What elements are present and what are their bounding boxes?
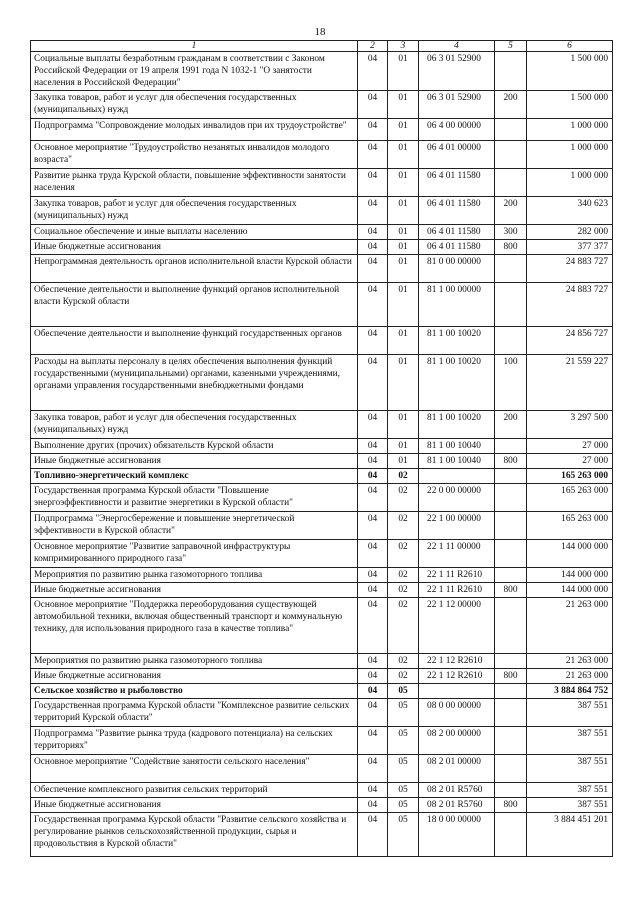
row-amount: 387 551: [527, 755, 613, 783]
table-row: [31, 411, 613, 439]
row-amount: 3 297 500: [527, 411, 613, 439]
row-expense-type: 800: [495, 454, 527, 469]
row-name: Мероприятия по развитию рынка газомоторного топлива: [31, 654, 358, 669]
table-row: [31, 783, 613, 798]
table-row: [31, 727, 613, 755]
table-row: [31, 699, 613, 727]
row-expense-type: [495, 469, 527, 484]
row-amount: 165 263 000: [527, 484, 613, 512]
row-expense-type: [495, 568, 527, 583]
row-target-article: 81 1 00 00000: [419, 283, 495, 327]
row-subsection: 01: [388, 255, 419, 283]
row-target-article: 22 1 12 R2610: [419, 669, 495, 684]
row-section: 04: [358, 327, 388, 355]
row-amount: 27 000: [527, 439, 613, 454]
row-name: Мероприятия по развитию рынка газомоторного топлива: [31, 568, 358, 583]
row-name: Государственная программа Курской области "Комплексное развитие сельских территорий Курской области": [31, 699, 358, 727]
row-name: Подпрограмма "Энергосбережение и повышение энергетической эффективности в Курской области": [31, 512, 358, 540]
table-row: [31, 240, 613, 255]
row-expense-type: [495, 654, 527, 669]
row-subsection: 05: [388, 755, 419, 783]
row-expense-type: [495, 598, 527, 654]
row-amount: 27 000: [527, 454, 613, 469]
row-expense-type: 200: [495, 197, 527, 225]
row-subsection: 01: [388, 197, 419, 225]
row-expense-type: [495, 141, 527, 169]
row-subsection: 01: [388, 141, 419, 169]
table-row: [31, 813, 613, 857]
row-subsection: 05: [388, 798, 419, 813]
table-row: [31, 255, 613, 283]
row-amount: 282 000: [527, 225, 613, 240]
row-subsection: 01: [388, 411, 419, 439]
row-target-article: 81 1 00 10040: [419, 454, 495, 469]
budget-table: [30, 40, 613, 857]
row-section: 04: [358, 813, 388, 857]
row-amount: 387 551: [527, 699, 613, 727]
row-name: Государственная программа Курской области "Развитие сельского хозяйства и регулирование рынков сельскохозяйственной продукции, сырья и продовольствия в Курской области": [31, 813, 358, 857]
table-row: [31, 469, 613, 484]
table-row: [31, 225, 613, 240]
row-subsection: 05: [388, 684, 419, 699]
row-amount: 21 263 000: [527, 598, 613, 654]
header-cell: 3: [388, 41, 419, 52]
table-row: [31, 598, 613, 654]
row-expense-type: [495, 439, 527, 454]
row-target-article: 06 4 01 00000: [419, 141, 495, 169]
row-expense-type: [495, 255, 527, 283]
row-section: 04: [358, 454, 388, 469]
row-name: Обеспечение деятельности и выполнение функций органов исполнительной власти Курской области: [31, 283, 358, 327]
row-subsection: 01: [388, 91, 419, 119]
row-name: Основное мероприятие "Поддержка переоборудования существующей автомобильной техники, включая общественный транспорт и коммунальную технику, для использования природного газа в качестве топлива": [31, 598, 358, 654]
header-cell: 5: [495, 41, 527, 52]
table-row: [31, 169, 613, 197]
row-subsection: 01: [388, 327, 419, 355]
row-subsection: 01: [388, 169, 419, 197]
row-target-article: 06 4 01 11580: [419, 169, 495, 197]
table-row: [31, 283, 613, 327]
row-section: 04: [358, 583, 388, 598]
row-target-article: 81 1 00 10020: [419, 327, 495, 355]
row-target-article: [419, 684, 495, 699]
row-amount: 24 856 727: [527, 327, 613, 355]
header-row: [31, 41, 613, 52]
row-expense-type: [495, 327, 527, 355]
row-subsection: 02: [388, 484, 419, 512]
row-amount: 144 000 000: [527, 583, 613, 598]
row-section: 04: [358, 755, 388, 783]
row-target-article: 22 0 00 00000: [419, 484, 495, 512]
row-expense-type: [495, 540, 527, 568]
row-section: 04: [358, 52, 388, 91]
row-name: Расходы на выплаты персоналу в целях обеспечения выполнения функций государственными (муниципальными) органами, казенными учреждениями, органами управления государственными внебюджетными фондами: [31, 355, 358, 411]
row-amount: 387 551: [527, 727, 613, 755]
row-name: Иные бюджетные ассигнования: [31, 798, 358, 813]
row-name: Закупка товаров, работ и услуг для обеспечения государственных (муниципальных) нужд: [31, 411, 358, 439]
row-target-article: [419, 469, 495, 484]
row-amount: 21 263 000: [527, 669, 613, 684]
row-subsection: 02: [388, 512, 419, 540]
row-name: Социальное обеспечение и иные выплаты населению: [31, 225, 358, 240]
row-amount: 21 263 000: [527, 654, 613, 669]
row-subsection: 02: [388, 583, 419, 598]
row-section: 04: [358, 568, 388, 583]
row-name: Основное мероприятие "Трудоустройство незанятых инвалидов молодого возраста": [31, 141, 358, 169]
row-name: Закупка товаров, работ и услуг для обеспечения государственных (муниципальных) нужд: [31, 197, 358, 225]
row-section: 04: [358, 255, 388, 283]
row-target-article: 81 1 00 10020: [419, 355, 495, 411]
row-target-article: 06 4 01 11580: [419, 240, 495, 255]
row-section: 04: [358, 119, 388, 141]
row-target-article: 22 1 11 R2610: [419, 568, 495, 583]
table-row: [31, 684, 613, 699]
row-subsection: 01: [388, 225, 419, 240]
row-section: 04: [358, 512, 388, 540]
row-name: Иные бюджетные ассигнования: [31, 669, 358, 684]
row-name: Подпрограмма "Развитие рынка труда (кадрового потенциала) на сельских территориях": [31, 727, 358, 755]
row-subsection: 02: [388, 598, 419, 654]
row-target-article: 22 1 12 00000: [419, 598, 495, 654]
row-subsection: 05: [388, 699, 419, 727]
row-target-article: 22 1 00 00000: [419, 512, 495, 540]
row-target-article: 08 2 01 R5760: [419, 798, 495, 813]
table-row: [31, 568, 613, 583]
table-row: [31, 91, 613, 119]
row-expense-type: [495, 52, 527, 91]
table-row: [31, 669, 613, 684]
row-target-article: 08 2 00 00000: [419, 727, 495, 755]
row-subsection: 01: [388, 52, 419, 91]
row-amount: 21 559 227: [527, 355, 613, 411]
row-expense-type: [495, 727, 527, 755]
row-subsection: 01: [388, 283, 419, 327]
row-name: Развитие рынка труда Курской области, повышение эффективности занятости населения: [31, 169, 358, 197]
row-section: 04: [358, 411, 388, 439]
table-row: [31, 654, 613, 669]
table-row: [31, 512, 613, 540]
row-section: 04: [358, 540, 388, 568]
row-subsection: 05: [388, 813, 419, 857]
row-section: 04: [358, 439, 388, 454]
row-expense-type: 800: [495, 240, 527, 255]
row-name: Топливно-энергетический комплекс: [31, 469, 358, 484]
row-amount: 1 500 000: [527, 52, 613, 91]
row-target-article: 22 1 12 R2610: [419, 654, 495, 669]
row-expense-type: [495, 783, 527, 798]
row-amount: 387 551: [527, 798, 613, 813]
table-row: [31, 52, 613, 91]
row-section: 04: [358, 469, 388, 484]
row-target-article: 06 4 01 11580: [419, 225, 495, 240]
row-subsection: 02: [388, 654, 419, 669]
row-subsection: 01: [388, 355, 419, 411]
row-amount: 377 377: [527, 240, 613, 255]
row-name: Основное мероприятие "Содействие занятости сельского населения": [31, 755, 358, 783]
row-expense-type: 800: [495, 583, 527, 598]
row-amount: 1 000 000: [527, 141, 613, 169]
row-expense-type: 200: [495, 91, 527, 119]
row-expense-type: 100: [495, 355, 527, 411]
row-name: Непрограммная деятельность органов исполнительной власти Курской области: [31, 255, 358, 283]
row-section: 04: [358, 91, 388, 119]
header-cell: 4: [419, 41, 495, 52]
row-expense-type: [495, 699, 527, 727]
row-target-article: 22 1 11 00000: [419, 540, 495, 568]
table-row: [31, 141, 613, 169]
row-name: Иные бюджетные ассигнования: [31, 454, 358, 469]
row-section: 04: [358, 654, 388, 669]
row-expense-type: [495, 512, 527, 540]
row-section: 04: [358, 684, 388, 699]
row-expense-type: [495, 755, 527, 783]
row-amount: 340 623: [527, 197, 613, 225]
table-row: [31, 454, 613, 469]
row-section: 04: [358, 240, 388, 255]
row-name: Обеспечение комплексного развития сельских территорий: [31, 783, 358, 798]
row-amount: 165 263 000: [527, 512, 613, 540]
row-section: 04: [358, 169, 388, 197]
row-amount: 1 000 000: [527, 169, 613, 197]
table-row: [31, 439, 613, 454]
row-name: Иные бюджетные ассигнования: [31, 240, 358, 255]
row-name: Иные бюджетные ассигнования: [31, 583, 358, 598]
row-amount: 24 883 727: [527, 283, 613, 327]
row-amount: 24 883 727: [527, 255, 613, 283]
row-section: 04: [358, 783, 388, 798]
table-row: [31, 197, 613, 225]
row-section: 04: [358, 355, 388, 411]
row-section: 04: [358, 727, 388, 755]
row-amount: 3 884 864 752: [527, 684, 613, 699]
table-row: [31, 540, 613, 568]
row-expense-type: [495, 169, 527, 197]
row-name: Социальные выплаты безработным гражданам в соответствии с Законом Российской Федерации от 19 апреля 1991 года N 1032-1 "О занятости населения в Российской Федерации": [31, 52, 358, 91]
table-row: [31, 355, 613, 411]
row-subsection: 05: [388, 783, 419, 798]
row-expense-type: 800: [495, 669, 527, 684]
row-amount: 3 884 451 201: [527, 813, 613, 857]
row-amount: 1 000 000: [527, 119, 613, 141]
row-amount: 144 000 000: [527, 540, 613, 568]
header-cell: 2: [358, 41, 388, 52]
header-cell: 1: [31, 41, 358, 52]
row-subsection: 02: [388, 669, 419, 684]
row-subsection: 02: [388, 568, 419, 583]
row-target-article: 06 3 01 52900: [419, 91, 495, 119]
page-number: 18: [314, 26, 326, 38]
row-expense-type: [495, 813, 527, 857]
row-section: 04: [358, 669, 388, 684]
row-target-article: 06 3 01 52900: [419, 52, 495, 91]
row-name: Обеспечение деятельности и выполнение функций государственных органов: [31, 327, 358, 355]
row-subsection: 01: [388, 119, 419, 141]
row-section: 04: [358, 225, 388, 240]
row-expense-type: [495, 283, 527, 327]
row-name: Основное мероприятие "Развитие заправочной инфраструктуры компримированного природного газа": [31, 540, 358, 568]
row-subsection: 05: [388, 727, 419, 755]
row-name: Сельское хозяйство и рыболовство: [31, 684, 358, 699]
row-target-article: 81 0 00 00000: [419, 255, 495, 283]
row-amount: 165 263 000: [527, 469, 613, 484]
row-target-article: 06 4 00 00000: [419, 119, 495, 141]
row-target-article: 81 1 00 10020: [419, 411, 495, 439]
row-section: 04: [358, 141, 388, 169]
row-subsection: 01: [388, 240, 419, 255]
table-row: [31, 119, 613, 141]
table-row: [31, 327, 613, 355]
row-target-article: 08 2 01 R5760: [419, 783, 495, 798]
row-name: Подпрограмма "Сопровождение молодых инвалидов при их трудоустройстве": [31, 119, 358, 141]
row-target-article: 06 4 01 11580: [419, 197, 495, 225]
row-name: Выполнение других (прочих) обязательств Курской области: [31, 439, 358, 454]
row-subsection: 02: [388, 469, 419, 484]
row-amount: 1 500 000: [527, 91, 613, 119]
row-section: 04: [358, 484, 388, 512]
row-name: Закупка товаров, работ и услуг для обеспечения государственных (муниципальных) нужд: [31, 91, 358, 119]
row-expense-type: 200: [495, 411, 527, 439]
row-name: Государственная программа Курской области "Повышение энергоэффективности и развитие энергетики в Курской области": [31, 484, 358, 512]
row-section: 04: [358, 598, 388, 654]
row-section: 04: [358, 699, 388, 727]
row-amount: 387 551: [527, 783, 613, 798]
row-expense-type: 300: [495, 225, 527, 240]
row-subsection: 02: [388, 540, 419, 568]
row-amount: 144 000 000: [527, 568, 613, 583]
table-row: [31, 583, 613, 598]
row-section: 04: [358, 197, 388, 225]
row-expense-type: 800: [495, 798, 527, 813]
row-section: 04: [358, 283, 388, 327]
header-cell: 6: [527, 41, 613, 52]
row-target-article: 08 0 00 00000: [419, 699, 495, 727]
row-expense-type: [495, 119, 527, 141]
row-expense-type: [495, 684, 527, 699]
table-row: [31, 484, 613, 512]
row-subsection: 01: [388, 439, 419, 454]
table-row: [31, 798, 613, 813]
row-target-article: 22 1 11 R2610: [419, 583, 495, 598]
row-target-article: 81 1 00 10040: [419, 439, 495, 454]
table-row: [31, 755, 613, 783]
row-target-article: 18 0 00 00000: [419, 813, 495, 857]
row-subsection: 01: [388, 454, 419, 469]
row-target-article: 08 2 01 00000: [419, 755, 495, 783]
row-expense-type: [495, 484, 527, 512]
row-section: 04: [358, 798, 388, 813]
